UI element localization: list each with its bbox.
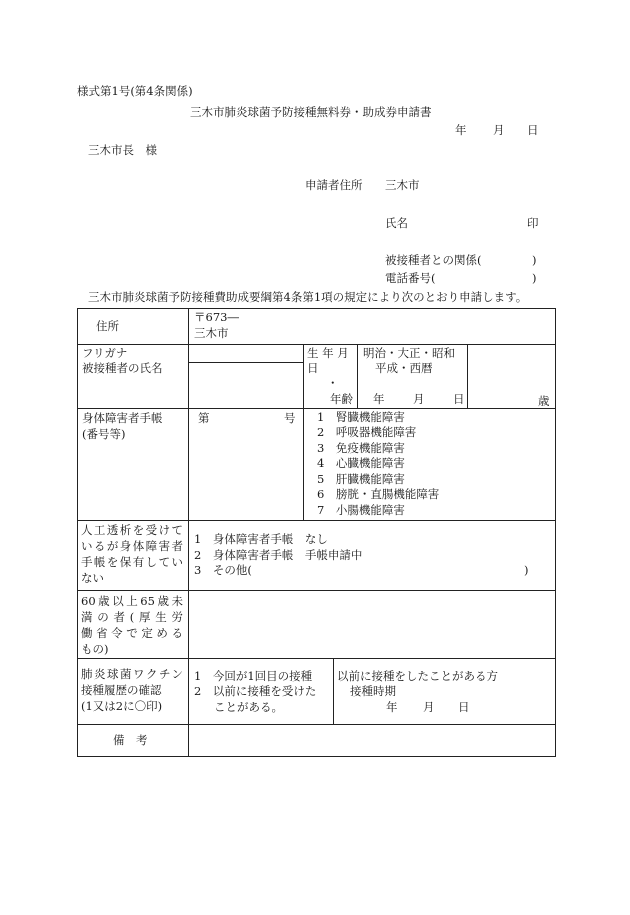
age-group-label-line: 働省令で定める bbox=[81, 626, 183, 640]
disability-option[interactable]: 7 小腸機能障害 bbox=[317, 503, 405, 517]
dialysis-option[interactable]: 1 身体障害者手帳 なし bbox=[194, 532, 328, 546]
date-day-label: 日 bbox=[527, 123, 539, 137]
application-form-table bbox=[77, 308, 556, 757]
dob-age-separator: ・ bbox=[327, 376, 339, 390]
dialysis-label-line: いるが身体障害者 bbox=[81, 539, 183, 553]
form-title: 三木市肺炎球菌予防接種無料券・助成券申請書 bbox=[190, 105, 432, 119]
furigana-field[interactable] bbox=[189, 345, 302, 361]
birth-year-label: 年 bbox=[373, 392, 385, 406]
history-label-line: 肺炎球菌ワクチン bbox=[81, 667, 183, 681]
disability-cert-label: 身体障害者手帳 bbox=[82, 411, 163, 425]
age-group-label-line: もの) bbox=[81, 642, 109, 656]
furigana-label: フリガナ bbox=[82, 346, 128, 360]
remarks-label: 備 考 bbox=[113, 733, 148, 747]
dialysis-label-line: 人工透析を受けて bbox=[81, 523, 183, 537]
age-group-field[interactable] bbox=[189, 591, 554, 657]
phone-label: 電話番号( bbox=[385, 271, 436, 285]
address-label: 住所 bbox=[96, 319, 119, 333]
era-options-line1[interactable]: 明治・大正・昭和 bbox=[363, 346, 455, 360]
era-options-line2[interactable]: 平成・西暦 bbox=[375, 361, 433, 375]
form-number: 様式第1号(第4条関係) bbox=[77, 84, 193, 98]
postal-code-field[interactable]: 〒673― bbox=[194, 310, 239, 324]
history-option-first[interactable]: 1 今回が1回目の接種 bbox=[194, 669, 313, 683]
vaccination-day-label: 日 bbox=[458, 700, 470, 714]
disability-option[interactable]: 4 心臓機能障害 bbox=[317, 456, 405, 470]
cert-number-suffix: 号 bbox=[284, 411, 296, 425]
history-label-line: (1又は2に〇印) bbox=[81, 699, 163, 713]
disability-option[interactable]: 3 免疫機能障害 bbox=[317, 441, 405, 455]
dialysis-option[interactable]: 3 その他( bbox=[194, 563, 252, 577]
vaccination-month-label: 月 bbox=[423, 700, 435, 714]
relation-label: 被接種者との関係( bbox=[385, 253, 482, 267]
dialysis-other-close: ) bbox=[524, 563, 529, 577]
patient-name-field[interactable] bbox=[189, 363, 302, 407]
date-year-label: 年 bbox=[455, 123, 467, 137]
remarks-field[interactable] bbox=[189, 725, 554, 755]
disability-option[interactable]: 6 膀胱・直腸機能障害 bbox=[317, 487, 440, 501]
age-group-label-line: 満の者(厚生労 bbox=[81, 610, 183, 624]
relation-close: ) bbox=[532, 253, 537, 267]
cert-number-prefix: 第 bbox=[198, 411, 210, 425]
birth-day-label: 日 bbox=[453, 392, 465, 406]
disability-option[interactable]: 1 腎臓機能障害 bbox=[317, 410, 405, 424]
applicant-address-value[interactable]: 三木市 bbox=[385, 178, 420, 192]
birth-month-label: 月 bbox=[413, 392, 425, 406]
applicant-name-label: 氏名 bbox=[385, 216, 408, 230]
history-option-previous-cont: ことがある。 bbox=[214, 700, 283, 714]
history-option-previous[interactable]: 2 以前に接種を受けた bbox=[194, 684, 317, 698]
vaccination-period-label: 接種時期 bbox=[350, 684, 396, 698]
age-unit-label: 歳 bbox=[538, 394, 550, 408]
applicant-address-label: 申請者住所 bbox=[305, 178, 363, 192]
history-label-line: 接種履歴の確認 bbox=[81, 683, 162, 697]
dialysis-label-line: 手帳を保有してい bbox=[81, 555, 183, 569]
disability-option[interactable]: 5 肝臓機能障害 bbox=[317, 472, 405, 486]
prev-vaccination-label: 以前に接種をしたことがある方 bbox=[337, 669, 498, 683]
dialysis-option[interactable]: 2 身体障害者手帳 手帳申請中 bbox=[194, 548, 363, 562]
seal-mark: 印 bbox=[527, 216, 539, 230]
disability-option[interactable]: 2 呼吸器機能障害 bbox=[317, 425, 417, 439]
application-statement: 三木市肺炎球菌予防接種費助成要綱第4条第1項の規定により次のとおり申請します。 bbox=[88, 290, 528, 304]
age-group-label-line: 60歳以上65歳未 bbox=[81, 594, 183, 608]
dialysis-label-line: ない bbox=[81, 571, 104, 585]
dob-label-line1: 生 年 月 bbox=[307, 346, 349, 360]
address-city-field[interactable]: 三木市 bbox=[194, 326, 229, 340]
dob-label-line2: 日 bbox=[307, 361, 319, 375]
date-month-label: 月 bbox=[493, 123, 505, 137]
vaccination-year-label: 年 bbox=[386, 700, 398, 714]
patient-name-label: 被接種者の氏名 bbox=[82, 361, 163, 375]
disability-cert-sublabel: (番号等) bbox=[82, 427, 126, 441]
addressee: 三木市長 様 bbox=[88, 143, 157, 157]
phone-close: ) bbox=[532, 271, 537, 285]
age-label: 年齢 bbox=[330, 392, 353, 406]
